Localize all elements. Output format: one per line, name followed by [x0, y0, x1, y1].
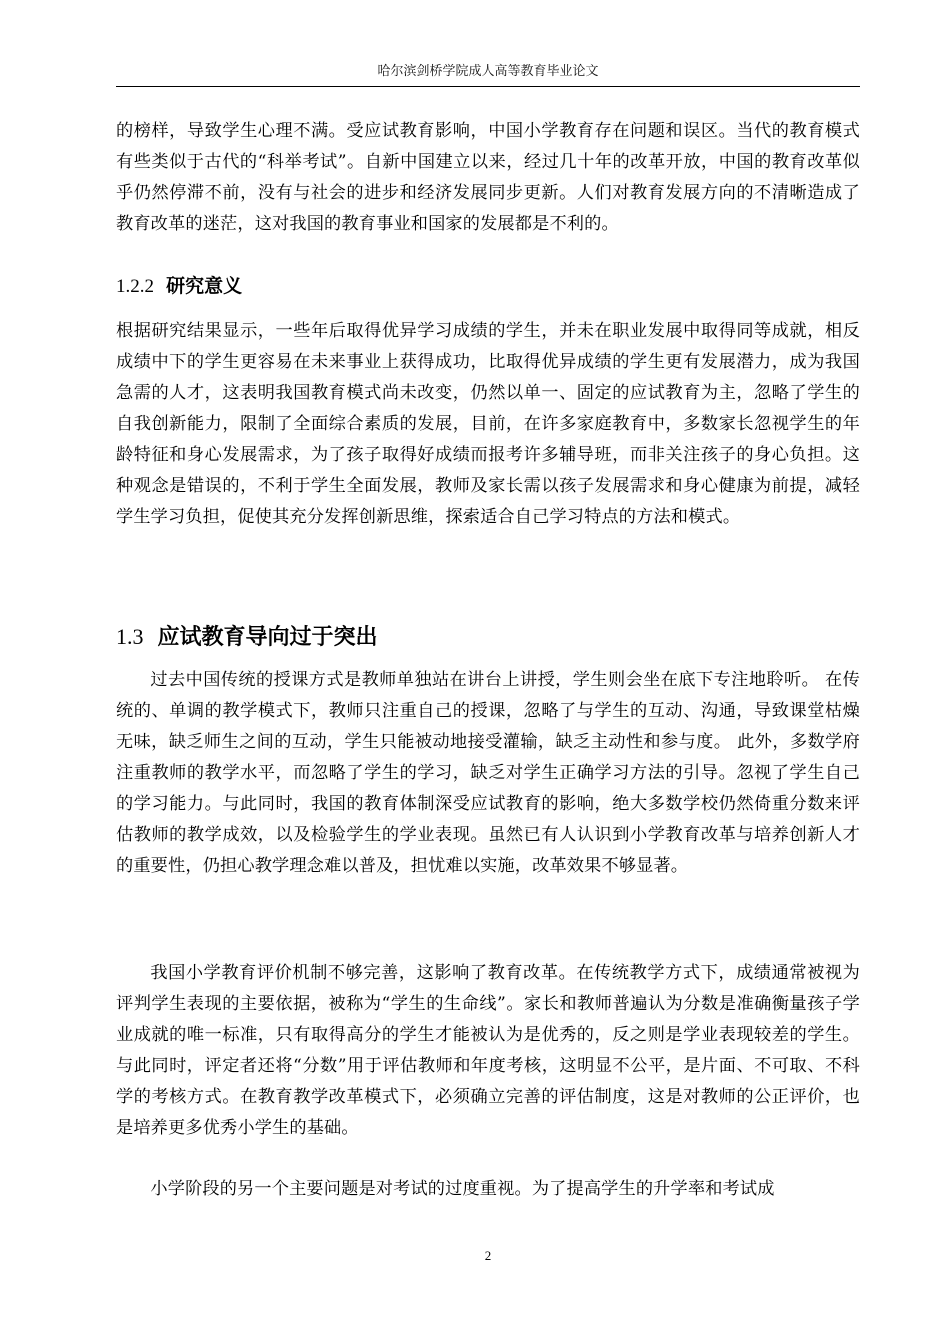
paragraph-intro-continued: 的榜样，导致学生心理不满。受应试教育影响，中国小学教育存在问题和误区。当代的教育模式有些类似于古代的“科举考试”。自新中国建立以来，经过几十年的改革开放，中国的教育改革似乎仍然停滞不前，没有与社会的进步和经济发展同步更新。人们对教育发展方向的不清晰造成了教育改革的迷茫，这对我国的教育事业和国家的发展都是不利的。 [116, 121, 860, 234]
paragraph-evaluation-mechanism: 我国小学教育评价机制不够完善，这影响了教育改革。在传统教学方式下，成绩通常被视为评判学生表现的主要依据，被称为“学生的生命线”。家长和教师普遍认为分数是准确衡量孩子学业成就的唯一标准，只有取得高分的学生才能被认为是优秀的，反之则是学业表现较差的学生。与此同时，评定者还将“分数”用于评估教师和年度考核，这明显不公平，是片面、不可取、不科学的考核方式。在教育教学改革模式下，必须确立完善的评估制度，这是对教师的公正评价，也是培养更多优秀小学生的基础。 [116, 963, 860, 1138]
section-number: 1.3 [116, 624, 144, 649]
section-title: 应试教育导向过于突出 [157, 625, 378, 650]
section-heading-1-3 [116, 622, 860, 653]
header-rule [116, 86, 860, 87]
running-header: 哈尔滨剑桥学院成人高等教育毕业论文 [377, 64, 599, 79]
section-number: 1.2.2 [116, 276, 154, 297]
section-heading-1-2-2 [116, 273, 860, 300]
page-number: 2 [484, 1248, 492, 1263]
paragraph-exam-emphasis: 小学阶段的另一个主要问题是对考试的过度重视。为了提高学生的升学率和考试成 [150, 1179, 775, 1199]
paragraph-traditional-teaching: 过去中国传统的授课方式是教师单独站在讲台上讲授，学生则会坐在底下专注地聆听。 在传统的、单调的教学模式下，教师只注重自己的授课，忽略了与学生的互动、沟通，导致课堂枯燥无味，缺乏师生之间的互动，学生只能被动地接受灌输，缺乏主动性和参与度。 此外，多数学府注重教师的教学水平，而忽略了学生的学习，缺乏对学生正确学习方法的引导。忽视了学生自己的学习能力。与此同时，我国的教育体制深受应试教育的影响，绝大多数学校仍然倚重分数来评估教师的教学成效，以及检验学生的学业表现。虽然已有人认识到小学教育改革与培养创新人才的重要性，仍担心教学理念难以普及，担忧难以实施，改革效果不够显著。 [116, 670, 860, 876]
paragraph-research-significance: 根据研究结果显示，一些年后取得优异学习成绩的学生，并未在职业发展中取得同等成就，相反成绩中下的学生更容易在未来事业上获得成功，比取得优异成绩的学生更有发展潜力，成为我国急需的人才，这表明我国教育模式尚未改变，仍然以单一、固定的应试教育为主，忽略了学生的自我创新能力，限制了全面综合素质的发展，目前，在许多家庭教育中，多数家长忽视学生的年龄特征和身心发展需求，为了孩子取得好成绩而报考许多辅导班，而非关注孩子的身心负担。这种观念是错误的，不利于学生全面发展，教师及家长需以孩子发展需求和身心健康为前提，减轻学生学习负担，促使其充分发挥创新思维，探索适合自己学习特点的方法和模式。 [116, 321, 860, 527]
section-title: 研究意义 [166, 275, 243, 297]
